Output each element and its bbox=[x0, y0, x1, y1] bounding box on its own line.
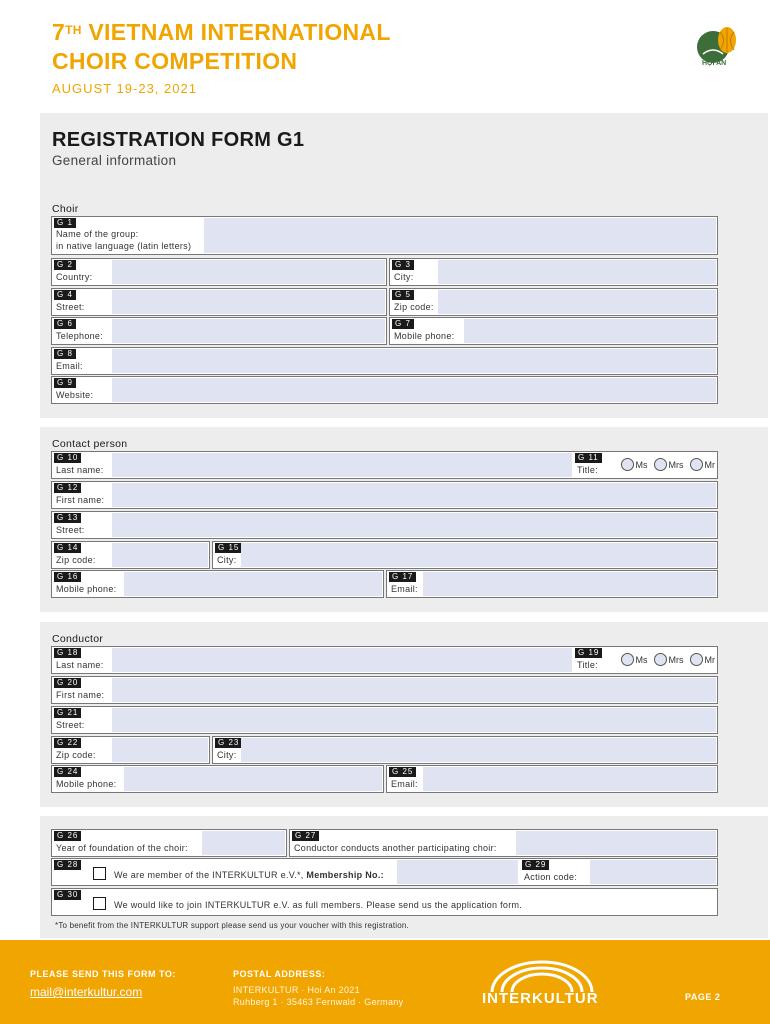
field-g20 bbox=[51, 676, 718, 704]
field-g5 bbox=[389, 288, 718, 316]
label-g6: Telephone: bbox=[56, 331, 104, 341]
contact-zip-input[interactable] bbox=[112, 543, 208, 567]
label-g16: Mobile phone: bbox=[56, 584, 117, 594]
contact-city-input[interactable] bbox=[241, 543, 716, 567]
field-g17 bbox=[386, 570, 718, 598]
code-g22: G 22 bbox=[54, 738, 81, 748]
page-number: PAGE 2 bbox=[685, 992, 721, 1002]
section-contact: Contact person bbox=[52, 438, 128, 450]
form-title: REGISTRATION FORM G1 bbox=[52, 129, 305, 151]
field-g1 bbox=[51, 216, 718, 255]
contact-mobile-input[interactable] bbox=[124, 572, 382, 596]
label-g14: Zip code: bbox=[56, 555, 96, 565]
code-g11: G 11 bbox=[575, 453, 602, 463]
label-g8: Email: bbox=[56, 361, 83, 371]
radio-mr[interactable] bbox=[690, 653, 703, 666]
code-g21: G 21 bbox=[54, 708, 81, 718]
option-mr: Mr bbox=[704, 459, 715, 470]
option-mrs: Mrs bbox=[668, 459, 684, 470]
interkultur-arc-icon bbox=[478, 958, 606, 992]
label-g21: Street: bbox=[56, 720, 85, 730]
field-g21 bbox=[51, 706, 718, 734]
conductor-first-name-input[interactable] bbox=[112, 678, 716, 702]
code-g30: G 30 bbox=[54, 890, 81, 900]
city-input[interactable] bbox=[438, 260, 716, 284]
option-ms: Ms bbox=[635, 459, 648, 470]
contact-last-name-input[interactable] bbox=[112, 453, 572, 477]
field-g25 bbox=[386, 765, 718, 793]
code-g23: G 23 bbox=[215, 738, 242, 748]
member-text-pre: We are member of the INTERKULTUR e.V.*, bbox=[114, 870, 307, 880]
conductor-zip-input[interactable] bbox=[112, 738, 208, 762]
label-g19: Title: bbox=[577, 660, 598, 670]
code-g9: G 9 bbox=[54, 378, 76, 388]
contact-email-input[interactable] bbox=[423, 572, 716, 596]
code-g10: G 10 bbox=[54, 453, 81, 463]
conductor-email-input[interactable] bbox=[423, 767, 716, 791]
action-code-input[interactable] bbox=[590, 860, 716, 884]
email-input[interactable] bbox=[112, 349, 716, 373]
conductor-title-options bbox=[615, 653, 716, 666]
title-line2: CHOIR COMPETITION bbox=[52, 48, 298, 74]
code-g1: G 1 bbox=[54, 218, 76, 228]
code-g27: G 27 bbox=[292, 831, 319, 841]
section-conductor: Conductor bbox=[52, 633, 104, 645]
send-heading: PLEASE SEND THIS FORM TO: bbox=[30, 969, 176, 979]
label-g1-line1: Name of the group: bbox=[56, 229, 139, 239]
label-g18: Last name: bbox=[56, 660, 104, 670]
field-g28 bbox=[51, 858, 718, 886]
field-g3 bbox=[389, 258, 718, 286]
field-g6 bbox=[51, 317, 387, 345]
code-g29: G 29 bbox=[522, 860, 549, 870]
form-subtitle: General information bbox=[52, 153, 177, 168]
radio-mrs[interactable] bbox=[654, 458, 667, 471]
join-checkbox[interactable] bbox=[93, 897, 106, 910]
field-g4 bbox=[51, 288, 387, 316]
code-g24: G 24 bbox=[54, 767, 81, 777]
code-g2: G 2 bbox=[54, 260, 76, 270]
conductor-street-input[interactable] bbox=[112, 708, 716, 732]
group-name-input[interactable] bbox=[204, 218, 716, 253]
label-g25: Email: bbox=[391, 779, 418, 789]
label-g3: City: bbox=[394, 272, 414, 282]
code-g7: G 7 bbox=[392, 319, 414, 329]
field-g12 bbox=[51, 481, 718, 509]
street-input[interactable] bbox=[112, 290, 385, 314]
field-g7 bbox=[389, 317, 718, 345]
membership-number-input[interactable] bbox=[397, 860, 518, 884]
code-g4: G 4 bbox=[54, 290, 76, 300]
title-ordinal: TH bbox=[65, 23, 82, 37]
conductor-city-input[interactable] bbox=[241, 738, 716, 762]
mobile-phone-input[interactable] bbox=[464, 319, 716, 343]
code-g16: G 16 bbox=[54, 572, 81, 582]
field-g14 bbox=[51, 541, 210, 569]
member-text bbox=[114, 870, 384, 880]
label-g13: Street: bbox=[56, 525, 85, 535]
interkultur-logo: INTERKULTUR bbox=[482, 990, 599, 1007]
label-g15: City: bbox=[217, 555, 237, 565]
label-g23: City: bbox=[217, 750, 237, 760]
field-g22 bbox=[51, 736, 210, 764]
conductor-last-name-input[interactable] bbox=[112, 648, 572, 672]
contact-title-options bbox=[615, 458, 716, 471]
field-g16 bbox=[51, 570, 384, 598]
option-ms: Ms bbox=[635, 654, 648, 665]
radio-mr[interactable] bbox=[690, 458, 703, 471]
telephone-input[interactable] bbox=[112, 319, 385, 343]
code-g28: G 28 bbox=[54, 860, 81, 870]
radio-mrs[interactable] bbox=[654, 653, 667, 666]
label-g7: Mobile phone: bbox=[394, 331, 455, 341]
footnote: *To benefit from the INTERKULTUR support please send us your voucher with this registration. bbox=[55, 921, 409, 930]
field-g23 bbox=[212, 736, 718, 764]
code-g8: G 8 bbox=[54, 349, 76, 359]
postal-heading: POSTAL ADDRESS: bbox=[233, 969, 326, 979]
event-dates: AUGUST 19-23, 2021 bbox=[52, 81, 197, 96]
website-input[interactable] bbox=[112, 378, 716, 402]
label-g29: Action code: bbox=[524, 872, 578, 882]
label-g1-line2: in native language (latin letters) bbox=[56, 241, 192, 251]
field-g26 bbox=[51, 829, 287, 857]
section-choir: Choir bbox=[52, 203, 79, 215]
country-input[interactable] bbox=[112, 260, 385, 284]
field-g8 bbox=[51, 347, 718, 375]
label-g26: Year of foundation of the choir: bbox=[56, 843, 188, 853]
label-g22: Zip code: bbox=[56, 750, 96, 760]
field-g13 bbox=[51, 511, 718, 539]
postal-line2: Ruhberg 1 · 35463 Fernwald · Germany bbox=[233, 997, 404, 1007]
other-choir-input[interactable] bbox=[516, 831, 716, 855]
radio-ms[interactable] bbox=[621, 653, 634, 666]
event-title bbox=[52, 18, 391, 76]
join-text: We would like to join INTERKULTUR e.V. as full members. Please send us the application form. bbox=[114, 900, 523, 910]
field-g15 bbox=[212, 541, 718, 569]
email-link[interactable]: mail@interkultur.com bbox=[30, 985, 143, 999]
code-g6: G 6 bbox=[54, 319, 76, 329]
conductor-mobile-input[interactable] bbox=[124, 767, 382, 791]
code-g25: G 25 bbox=[389, 767, 416, 777]
code-g12: G 12 bbox=[54, 483, 81, 493]
label-g9: Website: bbox=[56, 390, 94, 400]
label-g20: First name: bbox=[56, 690, 105, 700]
code-g5: G 5 bbox=[392, 290, 414, 300]
code-g13: G 13 bbox=[54, 513, 81, 523]
label-g11: Title: bbox=[577, 465, 598, 475]
label-g5: Zip code: bbox=[394, 302, 434, 312]
title-number: 7 bbox=[52, 19, 66, 45]
code-g19: G 19 bbox=[575, 648, 602, 658]
field-g10 bbox=[51, 451, 718, 479]
membership-no-label: Membership No.: bbox=[306, 870, 384, 880]
contact-street-input[interactable] bbox=[112, 513, 716, 537]
foundation-year-input[interactable] bbox=[202, 831, 285, 855]
radio-ms[interactable] bbox=[621, 458, 634, 471]
postal-line1: INTERKULTUR · Hoi An 2021 bbox=[233, 985, 360, 995]
code-g26: G 26 bbox=[54, 831, 81, 841]
code-g15: G 15 bbox=[215, 543, 242, 553]
code-g20: G 20 bbox=[54, 678, 81, 688]
label-g24: Mobile phone: bbox=[56, 779, 117, 789]
code-g14: G 14 bbox=[54, 543, 81, 553]
label-g12: First name: bbox=[56, 495, 105, 505]
label-g10: Last name: bbox=[56, 465, 104, 475]
footer bbox=[0, 940, 770, 1024]
field-g9 bbox=[51, 376, 718, 404]
field-g30 bbox=[51, 888, 718, 916]
title-line1: VIETNAM INTERNATIONAL bbox=[81, 19, 391, 45]
field-g18 bbox=[51, 646, 718, 674]
member-checkbox[interactable] bbox=[93, 867, 106, 880]
label-g2: Country: bbox=[56, 272, 93, 282]
contact-first-name-input[interactable] bbox=[112, 483, 716, 507]
field-g2 bbox=[51, 258, 387, 286]
code-g18: G 18 bbox=[54, 648, 81, 658]
logo-text: HỘI AN bbox=[702, 60, 727, 67]
label-g27: Conductor conducts another participating choir: bbox=[294, 843, 497, 853]
label-g4: Street: bbox=[56, 302, 85, 312]
field-g27 bbox=[289, 829, 718, 857]
code-g17: G 17 bbox=[389, 572, 416, 582]
option-mrs: Mrs bbox=[668, 654, 684, 665]
field-g24 bbox=[51, 765, 384, 793]
option-mr: Mr bbox=[704, 654, 715, 665]
zip-code-input[interactable] bbox=[438, 290, 716, 314]
code-g3: G 3 bbox=[392, 260, 414, 270]
label-g17: Email: bbox=[391, 584, 418, 594]
